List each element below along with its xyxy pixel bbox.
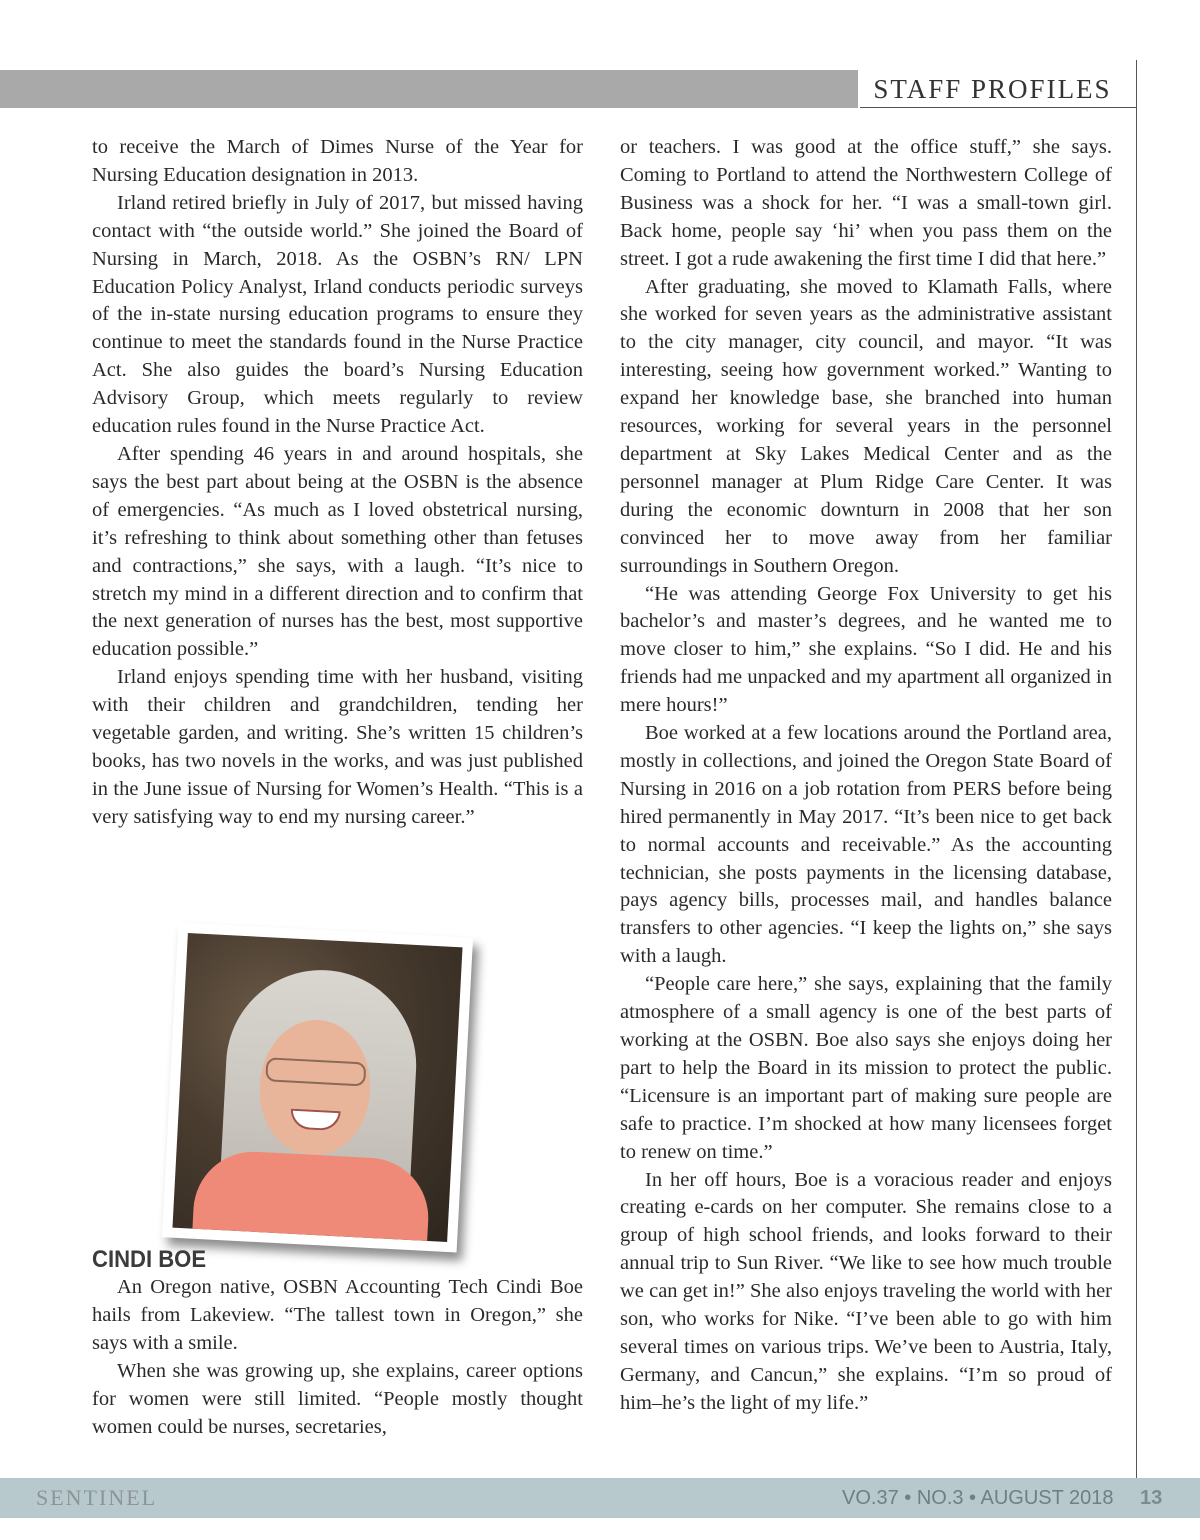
paragraph: After graduating, she moved to Klamath Falls, where she worked for seven years as the administrative assistant to the city manager, city council, and mayor. “It was interesting, seeing how government worked.” Wanting to expand her knowledge base, she branched into human resources, working for several years in the personnel department at Sky Lakes Medical Center and as the personnel manager at Plum Ridge Care Center. It was during the economic downturn in 2008 that her son convinced her to move away from her familiar surroundings in Southern Oregon. (620, 275, 1112, 577)
paragraph: Boe worked at a few locations around the Portland area, mostly in collections, and joined the Oregon State Board of Nursing in 2016 on a job rotation from PERS before being hired permanently in May 2017. “It’s been nice to get back to normal accounts and receivable.” As the accounting technician, she posts payments in the licensing database, pays agency bills, processes mail, and handles balance transfers to other agencies. “I keep the lights on,” she says with a laugh. (620, 722, 1112, 968)
publication-name: SENTINEL (36, 1485, 158, 1510)
paragraph: “He was attending George Fox University to get his bachelor’s and master’s degrees, and he wanted me to move closer to him,” she explains. “So I did. He and his friends had me unpacked and my apartment all organized in mere hours!” (620, 582, 1112, 717)
paragraph: When she was growing up, she explains, career options for women were still limited. “People mostly thought women could be nurses, secretaries, (92, 1359, 583, 1438)
paragraph: “People care here,” she says, explaining that the family atmosphere of a small agency is one of the best parts of working at the OSBN. Boe also says she enjoys doing her part to help the Board in its mission to protect the public. “Licensure is an important part of making sure people are safe to practice. I’m shocked at how many licensees forget to renew on time.” (620, 973, 1112, 1163)
portrait-image (172, 933, 462, 1242)
paragraph: In her off hours, Boe is a voracious reader and enjoys creating e-cards on her computer. She remains close to a group of high school friends, and looks forward to their annual trip to Sun River. “We like to see how much trouble we can get in!” She also enjoys traveling the world with her son, who works for Nike. “I’ve been able to go with him several times on various trips. We’ve been to Austria, Italy, Germany, and Cancun,” she explains. “I’m so proud of him–he’s the light of my life.” (620, 1168, 1112, 1414)
profile-photo (162, 922, 473, 1252)
paragraph: Irland enjoys spending time with her husband, visiting with their children and grandchildren, tending her vegetable garden, and writing. She’s written 15 children’s books, has two novels in the works, and was just published in the June issue of Nursing for Women’s Health. “This is a very satisfying way to end my nursing career.” (92, 666, 583, 828)
profile-section (92, 1245, 583, 1441)
vertical-rule (1136, 60, 1137, 1478)
section-title: STAFF PROFILES (873, 73, 1112, 104)
page-number: 13 (1140, 1486, 1163, 1509)
paragraph: An Oregon native, OSBN Accounting Tech Cindi Boe hails from Lakeview. “The tallest town in Oregon,” she says with a smile. (92, 1276, 583, 1354)
header-bar (0, 70, 858, 108)
paragraph: to receive the March of Dimes Nurse of the Year for Nursing Education designation in 2013. (92, 136, 583, 186)
issue-info: VO.37 • NO.3 • AUGUST 2018 (842, 1486, 1114, 1509)
paragraph: After spending 46 years in and around hospitals, she says the best part about being at the OSBN is the absence of emergencies. “As much as I loved obstetrical nursing, it’s refreshing to think about something other than fetuses and contractions,” she says, with a laugh. “It’s nice to stretch my mind in a different direction and to confirm that the next generation of nurses has the best, most supportive education possible.” (92, 442, 583, 661)
left-column (92, 134, 583, 832)
paragraph: Irland retired briefly in July of 2017, but missed having contact with “the outside world.” She joined the Board of Nursing in March, 2018. As the OSBN’s RN/ LPN Education Policy Analyst, Irland conducts periodic surveys of the in-state nursing education programs to ensure they continue to meet the standards found in the Nurse Practice Act. She also guides the board’s Nursing Education Advisory Group, which meets regularly to review education rules found in the Nurse Practice Act. (92, 191, 583, 438)
paragraph: or teachers. I was good at the office stuff,” she says. Coming to Portland to attend the Northwestern College of Business was a shock for her. “I was a small-town girl. Back home, people say ‘hi’ when you pass them on the street. I got a rude awakening the first time I did that here.” (620, 136, 1112, 270)
right-column (620, 134, 1112, 1418)
header-rule (860, 107, 1136, 108)
profile-subhead: CINDI BOE (92, 1246, 207, 1273)
